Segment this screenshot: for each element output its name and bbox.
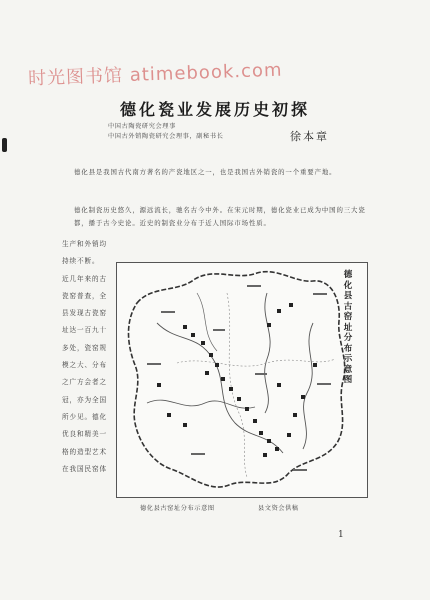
place-name-marks — [147, 285, 331, 471]
article-title: 德化瓷业发展历史初探 — [119, 100, 310, 119]
river-line — [265, 293, 270, 413]
page-number: 1 — [338, 530, 344, 540]
district-line — [227, 293, 247, 477]
watermark: 时光图书馆 atimebook.com — [27, 59, 283, 90]
map-drawing — [117, 263, 367, 497]
river-line — [147, 400, 255, 408]
text-line: 县发现古瓷窑 — [62, 309, 107, 318]
river-line — [197, 293, 217, 351]
text-line: 多处，瓷窑规 — [62, 343, 107, 352]
county-boundary — [129, 272, 345, 487]
kiln-site-markers — [157, 303, 317, 457]
text-line: 之广方会者之 — [62, 378, 107, 387]
river-line — [303, 323, 313, 449]
kiln-distribution-map — [116, 262, 368, 498]
affiliation-line: 中国古外销陶瓷研究会理事，副秘书长 — [108, 133, 224, 140]
affiliation-line: 中国古陶瓷研究会理事 — [108, 123, 176, 130]
paragraph: 德化县是我国古代南方著名的产瓷地区之一，也是我国古外销瓷的一个重要产地。 — [74, 168, 337, 176]
map-caption: 德化县古窑址分布示意图 — [140, 505, 215, 512]
author-affiliation — [108, 122, 278, 142]
river-line — [157, 323, 283, 453]
text-line: 持续不断。 — [62, 257, 100, 266]
text-line: 优良和精美一 — [62, 430, 107, 439]
paragraph: 德化制瓷历史悠久，源远流长，驰名古今中外。在宋元时期，德化瓷业已成为中国的三大瓷都，播于古今史论。近史的制瓷业分布于近人国际市场性质。 — [74, 206, 366, 227]
text-line: 格的造型艺术 — [62, 447, 107, 456]
text-line: 冠，亦为全国 — [62, 395, 107, 404]
side-text-column — [62, 236, 110, 478]
text-line: 瓷窑普查，全 — [62, 291, 107, 300]
map-title: 德化县古窑址分布示意图 — [343, 270, 353, 385]
text-line: 模之大、分布 — [62, 361, 107, 370]
text-line: 在我国民窑体 — [62, 464, 107, 473]
text-line: 址达一百九十 — [62, 326, 107, 335]
text-line: 生产和外销均 — [62, 240, 107, 248]
author-name: 徐本章 — [290, 130, 329, 143]
binding-mark — [2, 138, 7, 152]
text-line: 近几年来的古 — [62, 274, 107, 283]
text-line: 所少见。德化 — [62, 412, 107, 421]
map-credit: 县文资会供稿 — [258, 505, 299, 512]
